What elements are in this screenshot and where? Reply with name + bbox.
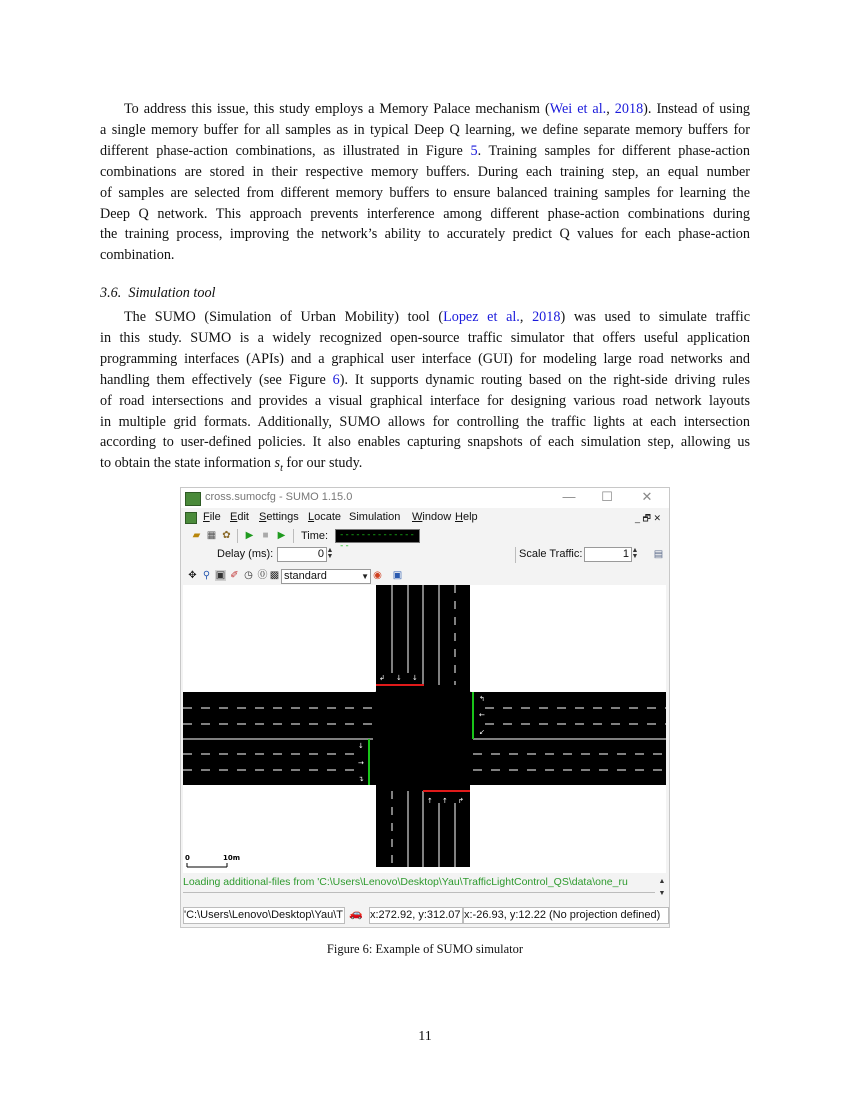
close-button[interactable]: ✕ <box>641 489 653 504</box>
citation-link[interactable]: Lopez et al. <box>443 309 520 325</box>
text-line: handling them effectively (see Figure 6). It supports dynamic routing based on the right-side driving rules <box>100 371 750 388</box>
menu-window[interactable]: Window <box>412 511 452 523</box>
toolbar-separator <box>293 529 294 543</box>
status-path: 'C:\Users\Lenovo\Desktop\Yau\T <box>183 907 345 924</box>
text-line: Deep Q network. This approach prevents interference among different phase-action combinations during <box>100 205 750 222</box>
settings-icon[interactable]: ✿ <box>222 530 231 541</box>
scale-traffic-input[interactable]: 1 <box>584 547 632 562</box>
tracker-icon[interactable]: ◷ <box>244 570 253 581</box>
minimize-button[interactable]: — <box>562 489 576 504</box>
step-icon[interactable]: ▶ <box>277 530 286 541</box>
text-line: in multiple grid formats. Additionally, SUMO allows for controlling the traffic lights at each intersection <box>100 413 750 430</box>
text-line: programming interfaces (APIs) and a graphical user interface (GUI) for modeling large road networks and <box>100 350 750 367</box>
text-line: according to user-defined policies. It also enables capturing snapshots of each simulation step, allowing us <box>100 434 750 451</box>
sumo-doc-icon <box>185 512 197 524</box>
text-line: of samples are selected from different memory buffers to ensure balanced training samples for learning the <box>100 184 750 201</box>
time-display <box>335 529 420 551</box>
locate-icon[interactable]: ✐ <box>230 570 239 581</box>
paragraph-simulation-tool <box>100 307 750 480</box>
scale-spinner[interactable]: ▲ ▼ <box>631 547 639 560</box>
run-icon[interactable]: ▶ <box>245 530 254 541</box>
text-line: To address this issue, this study employs a Memory Palace mechanism (Wei et al., 2018). Instead of using <box>124 101 751 117</box>
math-subscript: t <box>280 463 283 475</box>
delay-label: Delay (ms): <box>217 548 274 560</box>
time-value: ---------------- <box>339 530 415 551</box>
figure-caption: Figure 6: Example of SUMO simulator <box>326 942 524 956</box>
menu-locate[interactable]: Locate <box>308 511 342 523</box>
recenter-icon[interactable]: ✥ <box>188 570 197 581</box>
svg-text:↓: ↓ <box>412 674 418 682</box>
message-scroll[interactable]: ▲ ▼ <box>658 878 666 897</box>
car-icon[interactable]: 🚗 <box>349 908 363 920</box>
citation-year-link[interactable]: 2018 <box>614 101 644 117</box>
scheme-select[interactable] <box>281 569 371 584</box>
section-heading: 3.6. Simulation tool <box>100 285 216 301</box>
svg-text:→: → <box>358 759 364 767</box>
text-line: combinations are stored in their respective memory buffers. During each training step, an equal number <box>100 163 750 180</box>
svg-text:↑: ↑ <box>427 797 433 805</box>
zoom-icon[interactable]: ⚲ <box>202 570 211 581</box>
menu-settings[interactable]: Settings <box>259 511 299 523</box>
svg-text:↑: ↑ <box>442 797 448 805</box>
citation-year-link[interactable]: 2018 <box>532 309 561 325</box>
text-line: The SUMO (Simulation of Urban Mobility) tool (Lopez et al., 2018) was used to simulate traffic <box>124 309 750 325</box>
menu-edit[interactable]: Edit <box>230 511 249 523</box>
math-variable: s <box>274 455 281 472</box>
intersection-view <box>183 585 666 873</box>
citation-link[interactable]: Wei et al. <box>549 101 607 117</box>
horizontal-scrollbar[interactable] <box>183 892 655 902</box>
reload-icon[interactable]: ▦ <box>206 530 217 541</box>
stop-icon[interactable]: ■ <box>262 530 269 541</box>
menu-bar <box>181 510 669 526</box>
text-line: to obtain the state information $s_t$ for our study. <box>100 455 363 475</box>
scale-start: 0 <box>185 854 190 862</box>
svg-text:←: ← <box>479 711 485 719</box>
menu-file[interactable]: File <box>203 511 221 523</box>
status-bar <box>181 907 669 925</box>
mdi-controls[interactable]: _ 🗗 ✕ <box>635 513 661 523</box>
open-folder-icon[interactable]: ▰ <box>192 530 201 541</box>
text-line: combination. <box>100 247 175 264</box>
svg-text:↓: ↓ <box>358 742 364 750</box>
svg-text:↓: ↓ <box>396 674 402 682</box>
toolbar-separator <box>515 547 516 563</box>
screenshot-icon[interactable]: ▩ <box>269 570 280 581</box>
scale-traffic-label: Scale Traffic: <box>519 548 583 560</box>
text-line: of road intersections and provides a visual graphical interface for designing various road network layouts <box>100 392 750 409</box>
svg-text:↰: ↰ <box>479 695 485 703</box>
svg-text:↲: ↲ <box>379 674 385 682</box>
scale-options-icon[interactable]: ▤ <box>653 549 664 560</box>
sumo-app-icon <box>185 492 201 506</box>
color-wheel-icon[interactable]: ◉ <box>373 570 382 581</box>
simulation-toolbar <box>181 527 669 545</box>
sumo-window <box>180 487 670 928</box>
scale-bar <box>185 854 240 867</box>
menu-simulation[interactable]: Simulation <box>349 511 401 523</box>
junction <box>373 685 473 791</box>
message-log: Loading additional-files from 'C:\Users\Lenovo\Desktop\Yau\TrafficLightControl_QS\data\one_ru <box>183 876 628 888</box>
breakpoint-icon[interactable]: ⓪ <box>257 570 268 581</box>
text-line: the training process, improving the network’s ability to accurately predict Q values for each phase-action <box>100 226 750 243</box>
chevron-down-icon: ▼ <box>361 572 369 581</box>
status-geo-coords: x:-26.93, y:12.22 (No projection defined) <box>463 907 669 924</box>
text-line: a single memory buffer for all samples as in typical Deep Q learning, we define separate memory buffers for <box>100 121 750 138</box>
page-number: 11 <box>418 1029 432 1044</box>
delay-toolbar <box>181 545 669 565</box>
delay-input[interactable]: 0 <box>277 547 327 562</box>
maximize-button[interactable]: ☐ <box>601 489 613 504</box>
camera-icon[interactable]: ▣ <box>392 570 403 581</box>
menu-help[interactable]: Help <box>455 511 478 523</box>
figure-ref-link[interactable]: 6 <box>332 371 340 388</box>
scheme-value: standard <box>284 570 327 582</box>
network-canvas[interactable] <box>183 585 666 873</box>
paragraph-memory-palace <box>100 99 750 266</box>
time-label: Time: <box>301 530 329 542</box>
select-mode-icon[interactable]: ▣ <box>215 570 226 581</box>
svg-text:↴: ↴ <box>358 775 364 783</box>
title-bar <box>181 488 669 508</box>
scale-end: 10m <box>223 854 241 862</box>
view-toolbar <box>181 567 669 585</box>
delay-spinner[interactable]: ▲ ▼ <box>326 547 334 560</box>
svg-text:↱: ↱ <box>458 797 464 805</box>
toolbar-separator <box>237 529 238 543</box>
figure-ref-link[interactable]: 5 <box>470 142 478 159</box>
window-title: cross.sumocfg - SUMO 1.15.0 <box>205 491 353 503</box>
text-line: different phase-action combinations, as illustrated in Figure 5. Training samples for different phase-action <box>100 142 750 159</box>
text-line: in this study. SUMO is a widely recognized open-source traffic simulator that offers useful application <box>100 329 750 346</box>
status-coords: x:272.92, y:312.07 <box>369 907 463 924</box>
svg-text:↙: ↙ <box>479 728 485 736</box>
